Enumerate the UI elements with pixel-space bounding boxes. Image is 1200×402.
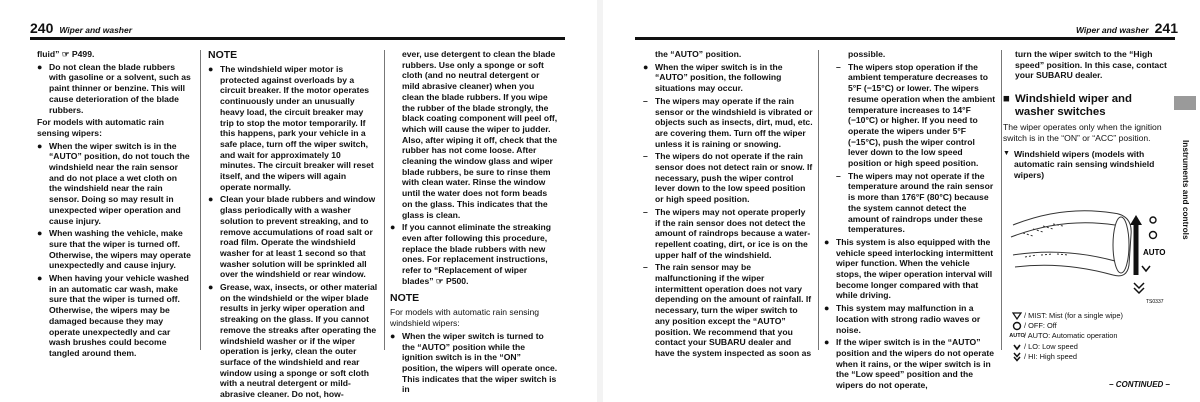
dash-item: – The wipers do not operate if the rain sensor does not detect rain or snow. If necessary, push the wiper control lever down to the low speed position or high speed position. bbox=[643, 151, 813, 205]
right-column-3 bbox=[1003, 49, 1171, 185]
column-divider bbox=[384, 50, 385, 350]
continued-text: the “AUTO” position. bbox=[655, 49, 742, 59]
bullet-item: ● When having your vehicle washed in an automatic car wash, make sure that the wiper is turned off. Otherwise, the wipers may be damaged because they may operate unexpectedly and car wash brushes could become tangled around them. bbox=[37, 273, 189, 358]
continued-text: fluid” ☞ P499. bbox=[37, 49, 95, 59]
right-column-1 bbox=[643, 49, 813, 361]
bullet-item: ● When the wiper switch is turned to the “AUTO” position while the ignition switch is in the “ON” position, the wipers will operate once. This indicates that the wiper switch is in bbox=[390, 330, 558, 395]
dash-item: – The wipers may not operate if the temperature around the rain sensor is more than 176°F (80°C) because the system cannot detect the amount of raindrops under these temperatures. bbox=[836, 170, 994, 235]
right-column-2 bbox=[824, 49, 996, 393]
bullet-item: ● The windshield wiper motor is protected against overloads by a circuit breaker. If the motor operates continuously under an unusually heavy load, the circuit breaker may trip to stop the motor temporarily. If this happens, park your vehicle in a safe place, turn off the wiper switch, and wait for approximately 10 minutes. The circuit breaker will reset itself, and the wipers will again operate normally. bbox=[208, 64, 374, 192]
right-page-header bbox=[1076, 18, 1178, 35]
figure-legend bbox=[1010, 311, 1123, 362]
dash-item: – The rain sensor may be malfunctioning if the wiper intermittent operation does not vary depending on the amount of rainfall. If necessary, turn the wiper switch to any position except the “AUTO” position. We recommend that you contact your SUBARU dealer and have the system inspected as soon as bbox=[643, 262, 812, 358]
left-page-header bbox=[30, 18, 132, 35]
section-text: The wiper operates only when the ignition switch is in the “ON” or “ACC” position. bbox=[1003, 122, 1162, 143]
hi-position-mark bbox=[1134, 283, 1144, 293]
dash-item: – The wipers may operate if the rain sensor or the windshield is vibrated or objects such as insects, dirt, mud, etc. are covering them. Turn off the wiper unless it is raining or snowing. bbox=[643, 95, 813, 149]
column-divider bbox=[200, 50, 201, 350]
wiper-lever-illustration bbox=[1011, 211, 1131, 276]
continued-text: turn the wiper switch to the “High speed” position. In this case, contact your SUBARU dealer. bbox=[1015, 49, 1167, 81]
switch-position-arrow bbox=[1130, 215, 1142, 275]
off-position-mark bbox=[1150, 232, 1157, 239]
continued-text: possible. bbox=[848, 49, 886, 59]
column-divider bbox=[818, 50, 819, 350]
auto-position-label: AUTO bbox=[1143, 248, 1166, 257]
bullet-item: ● Do not clean the blade rubbers with gasoline or a solvent, such as paint thinner or benzine. This will cause deterioration of the blade rubbers. bbox=[37, 61, 191, 115]
bullet-item: ● If you cannot eliminate the streaking even after following this procedure, replace the blade rubbers with new ones. For replacement instructions, refer to “Replacement of wiper blades” ☞ P500. bbox=[390, 222, 551, 286]
legend-item-hi: / HI: High speed bbox=[1010, 352, 1123, 362]
lo-icon bbox=[1010, 343, 1024, 351]
mist-icon bbox=[1010, 312, 1024, 320]
wiper-switch-figure bbox=[1003, 195, 1173, 305]
left-column-3 bbox=[390, 49, 558, 397]
left-column-1 bbox=[37, 49, 192, 361]
dash-item: – The wipers stop operation if the ambient temperature decreases to 5°F (−15°C) or lower. The wipers resume operation when the ambient temperature increases to 14°F (−10°C) or higher. If you need to operate the wipers under 5°F (−15°C), push the wiper control lever down to the low speed position or high speed position. bbox=[836, 61, 996, 169]
section-title: ■ Windshield wiper and washer switches bbox=[1003, 93, 1132, 118]
note-heading: NOTE bbox=[390, 292, 420, 305]
bullet-item: ● If the wiper switch is in the “AUTO” position and the wipers do not operate when it rains, or the wiper switch is in the “Low speed” position and the wipers do not operate, bbox=[824, 337, 995, 391]
bullet-item: ● Grease, wax, insects, or other material on the windshield or the wiper blade results in jerky wiper operation and streaking on the glass. If you cannot remove the streaks after operating the windshield washer or if the wiper operation is jerky, clean the outer surface of the windshield and rear window using a sponge or soft cloth with a neutral detergent or mild-abrasive cleaner. Do not, how- bbox=[208, 282, 378, 400]
figure-code: TS0337 bbox=[1146, 299, 1164, 305]
mist-position-mark bbox=[1150, 217, 1156, 223]
bullet-item: ● This system may malfunction in a location with strong radio waves or noise. bbox=[824, 303, 981, 335]
bullet-item: ● Clean your blade rubbers and window glass periodically with a washer solution to prevent streaking, and to remove accumulations of road salt or road film. Operate the windshield washer for at least 1 second so that washer solution will be sprinkled all over the windshield or rear window. bbox=[208, 194, 376, 280]
lo-position-mark bbox=[1142, 266, 1150, 271]
bullet-item: ● When the wiper switch is in the “AUTO” position, the following situations may occur. bbox=[643, 61, 783, 94]
off-icon bbox=[1010, 321, 1024, 331]
bullet-item: ● This system is also equipped with the vehicle speed interlocking intermittent wiper function. When the vehicle stops, the wiper operation interval will become longer compared with that while driving. bbox=[824, 236, 994, 301]
header-rule bbox=[635, 37, 1175, 40]
hi-icon bbox=[1010, 352, 1024, 362]
legend-item-mist: / MIST: Mist (for a single wipe) bbox=[1010, 311, 1123, 321]
legend-item-lo: / LO: Low speed bbox=[1010, 342, 1123, 352]
models-note: For models with automatic rain sensing windshield wipers: bbox=[390, 307, 540, 329]
page-header-title: Wiper and washer bbox=[59, 25, 133, 35]
page-number: 241 bbox=[1154, 20, 1178, 36]
dash-item: – The wipers may not operate properly if the rain sensor does not detect the amount of raindrops because a water-repellent coating, dirt, or ice is on the upper half of the windshield. bbox=[643, 206, 811, 260]
page-number: 240 bbox=[30, 20, 54, 36]
auto-icon: AUTO bbox=[1009, 333, 1025, 340]
side-tab-label: Instruments and controls bbox=[1181, 140, 1191, 240]
section-tab-marker bbox=[1174, 96, 1196, 110]
left-column-2 bbox=[208, 49, 378, 402]
header-rule bbox=[30, 37, 565, 40]
subsection-title: ▼ Windshield wipers (models with automatic rain sensing windshield wipers) bbox=[1003, 148, 1155, 180]
column-divider bbox=[1001, 50, 1002, 350]
legend-item-auto: AUTO / AUTO: Automatic operation bbox=[1009, 331, 1118, 341]
bullet-item: ● When the wiper switch is in the “AUTO” position, do not touch the windshield near the rain sensor and do not place a wet cloth on the windshield near the rain sensor. Doing so may result in unexpected wiper operation and cause injury. bbox=[37, 140, 190, 226]
models-note: For models with automatic rain sensing wipers: bbox=[37, 117, 165, 138]
continued-label: – CONTINUED – bbox=[1109, 380, 1170, 389]
bullet-item: ● When washing the vehicle, make sure that the wiper is turned off. Otherwise, the wipers may operate unexpectedly and cause injury. bbox=[37, 228, 191, 271]
legend-item-off: / OFF: Off bbox=[1010, 321, 1123, 331]
note-heading: NOTE bbox=[208, 49, 238, 61]
continued-text: ever, use detergent to clean the blade rubbers. Use only a sponge or soft cloth (and no neutral detergent or mild abrasive cleaner) when you clean the blade rubbers. If you wipe the rubber of the blade strongly, the black coating component will peel off, which will cause the wiper to judder. Also, after wiping it off, check that the rubber has not come loose. After cleaning the window glass and wiper blade rubbers, be sure to rinse them with clean water. Rinse the window until the water does not form beads on the glass. This indicates that the glass is clean. bbox=[402, 49, 558, 220]
page-header-title: Wiper and washer bbox=[1075, 25, 1149, 35]
